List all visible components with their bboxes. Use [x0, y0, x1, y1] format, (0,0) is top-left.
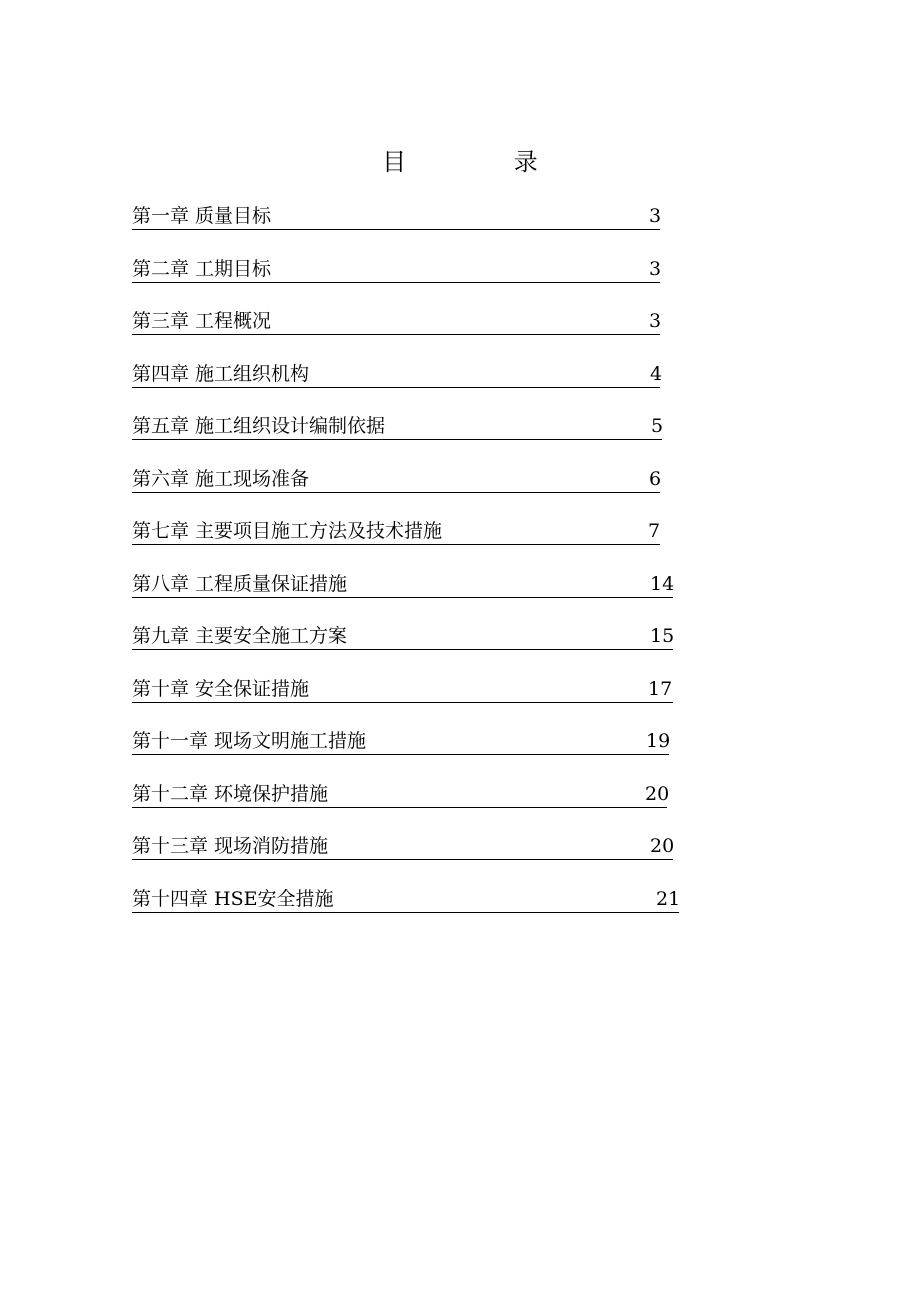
- toc-entry-page: 7: [648, 520, 661, 542]
- toc-entry-label: 第四章 施工组织机构: [132, 362, 310, 385]
- toc-entry-page: 6: [649, 467, 662, 490]
- toc-entry-page: 15: [650, 625, 675, 647]
- toc-entry-page: 3: [649, 257, 662, 280]
- toc-entry-label: 第九章 主要安全施工方案: [132, 625, 348, 647]
- toc-entry-label: 第十一章 现场文明施工措施: [132, 730, 367, 752]
- toc-entry-label: 第十三章 现场消防措施: [132, 835, 329, 857]
- toc-entry-label: 第二章 工期目标: [132, 257, 272, 280]
- toc-entry-page: 5: [651, 415, 664, 437]
- toc-entry-page: 20: [650, 835, 675, 857]
- toc-entry-label: 第三章 工程概况: [132, 310, 272, 332]
- toc-entry-label: 第十章 安全保证措施: [132, 677, 310, 700]
- toc-entry-page: 14: [650, 572, 675, 595]
- toc-entry-label: 第十二章 环境保护措施: [132, 782, 329, 805]
- toc-entry-page: 20: [645, 782, 670, 805]
- toc-entry-label: 第七章 主要项目施工方法及技术措施: [132, 520, 443, 542]
- toc-entry-label: 第八章 工程质量保证措施: [132, 572, 348, 595]
- toc-entry-label: 第十四章 HSE安全措施: [132, 887, 334, 910]
- toc-entry-label: 第一章 质量目标: [132, 205, 272, 227]
- toc-entry-page: 17: [648, 677, 673, 700]
- toc-entry-label: 第六章 施工现场准备: [132, 467, 310, 490]
- toc-title: 目 录: [382, 148, 588, 176]
- toc-entry-page: 3: [649, 205, 662, 227]
- toc-entry-page: 4: [650, 362, 663, 385]
- toc-entry-page: 19: [646, 730, 671, 752]
- toc-entry-page: 3: [649, 310, 662, 332]
- toc-entry-label: 第五章 施工组织设计编制依据: [132, 415, 386, 437]
- toc-entry-page: 21: [656, 887, 681, 910]
